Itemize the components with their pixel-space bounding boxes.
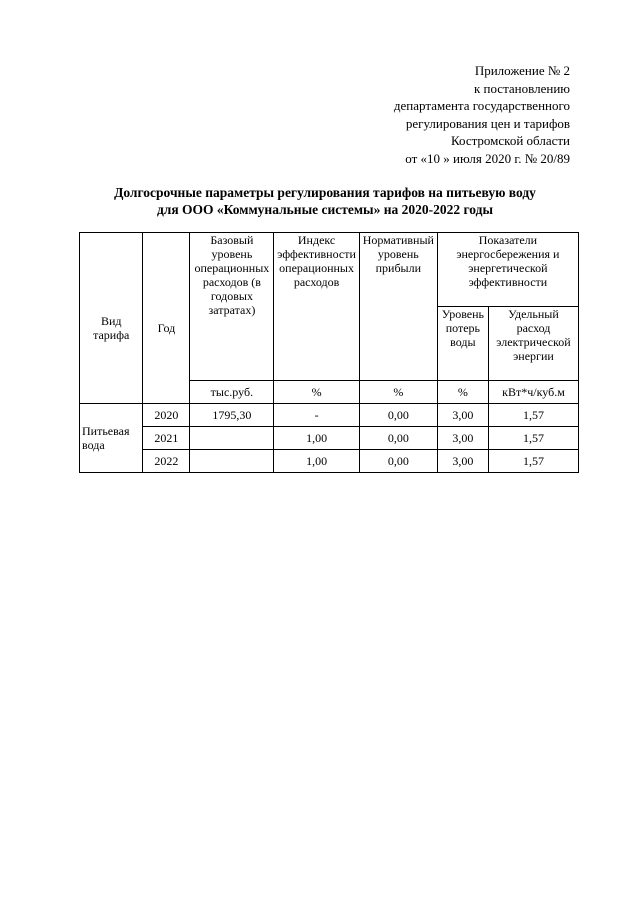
header-efficiency-index: Индекс эффективности операционных расходов bbox=[274, 233, 360, 381]
header-tariff-type: Вид тарифа bbox=[80, 233, 143, 404]
header-year: Год bbox=[143, 233, 190, 404]
index-cell: 1,00 bbox=[274, 450, 360, 473]
unit-index: % bbox=[274, 381, 360, 404]
year-cell: 2021 bbox=[143, 427, 190, 450]
appendix-line: от «10 » июля 2020 г. № 20/89 bbox=[405, 150, 570, 166]
index-cell: 1,00 bbox=[274, 427, 360, 450]
appendix-block bbox=[394, 62, 570, 167]
loss-cell: 3,00 bbox=[437, 404, 488, 427]
base-cell bbox=[190, 427, 274, 450]
document-title bbox=[0, 184, 640, 218]
unit-profit: % bbox=[359, 381, 437, 404]
loss-cell: 3,00 bbox=[437, 427, 488, 450]
appendix-line: департамента государственного bbox=[393, 98, 570, 113]
tariff-name-cell: Питьевая вода bbox=[80, 404, 143, 473]
header-loss-level: Уровень потерь воды bbox=[437, 307, 488, 381]
index-cell: - bbox=[274, 404, 360, 427]
tariff-parameters-table bbox=[79, 232, 579, 473]
table-row bbox=[80, 427, 579, 450]
loss-cell: 3,00 bbox=[437, 450, 488, 473]
table-row bbox=[80, 450, 579, 473]
appendix-line: Приложение № 2 bbox=[474, 63, 570, 78]
appendix-line: Костромской области bbox=[450, 133, 570, 148]
title-line-2: для ООО «Коммунальные системы» на 2020-2022 годы bbox=[156, 202, 494, 217]
profit-cell: 0,00 bbox=[359, 427, 437, 450]
energy-cell: 1,57 bbox=[488, 427, 578, 450]
header-base-level: Базовый уровень операционных расходов (в годовых затратах) bbox=[190, 233, 274, 381]
profit-cell: 0,00 bbox=[359, 450, 437, 473]
energy-cell: 1,57 bbox=[488, 404, 578, 427]
year-cell: 2020 bbox=[143, 404, 190, 427]
table-row bbox=[80, 404, 579, 427]
year-cell: 2022 bbox=[143, 450, 190, 473]
energy-cell: 1,57 bbox=[488, 450, 578, 473]
unit-energy: кВт*ч/куб.м bbox=[488, 381, 578, 404]
header-profit-norm: Нормативный уровень прибыли bbox=[359, 233, 437, 381]
appendix-line: регулирования цен и тарифов bbox=[405, 115, 570, 131]
title-line-1: Долгосрочные параметры регулирования тарифов на питьевую воду bbox=[114, 185, 536, 200]
base-cell: 1795,30 bbox=[190, 404, 274, 427]
profit-cell: 0,00 bbox=[359, 404, 437, 427]
header-energy-group: Показатели энергосбережения и энергетической эффективности bbox=[437, 233, 578, 307]
unit-base: тыс.руб. bbox=[190, 381, 274, 404]
header-energy-consumption: Удельный расход электрической энергии bbox=[488, 307, 578, 381]
appendix-line: к постановлению bbox=[473, 80, 570, 96]
base-cell bbox=[190, 450, 274, 473]
unit-loss: % bbox=[437, 381, 488, 404]
